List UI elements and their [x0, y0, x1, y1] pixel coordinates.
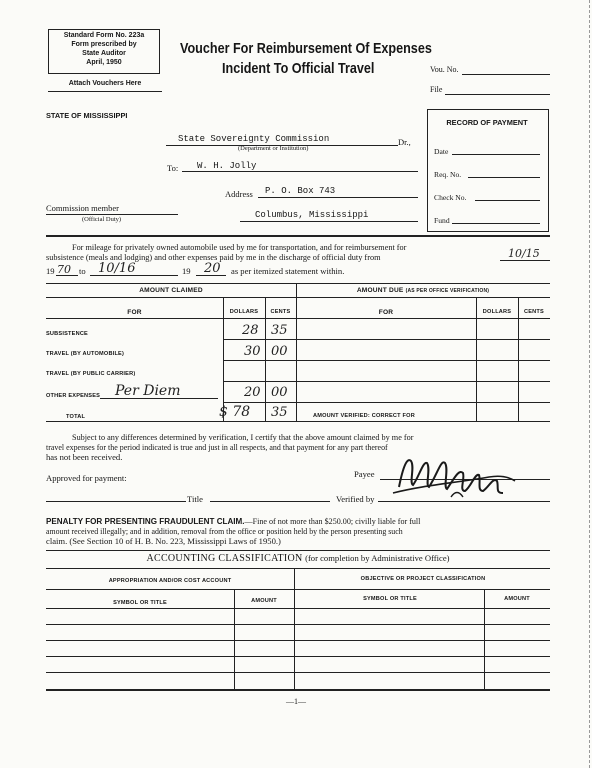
title-label: Title — [187, 494, 203, 504]
city-value: Columbus, Mississippi — [255, 210, 369, 220]
city-field[interactable] — [240, 221, 418, 222]
section-divider — [46, 235, 550, 237]
certification-line3: has not been received. — [46, 452, 123, 462]
other-expenses-dollars: 20 — [244, 385, 261, 400]
file-label: File — [430, 85, 443, 94]
total-label: TOTAL — [66, 414, 86, 420]
payment-date-label: Date — [434, 147, 449, 156]
amount-verified-label: AMOUNT VERIFIED: CORRECT FOR — [313, 413, 415, 419]
payee-signature — [385, 447, 525, 505]
payment-date-field[interactable] — [452, 154, 540, 155]
due-for-header: FOR — [378, 309, 394, 316]
penalty-text: —Fine of not more than $250.00; civilly liable for full — [244, 516, 421, 526]
subsistence-dollars: 28 — [242, 323, 259, 338]
amount-claimed-header: AMOUNT CLAIMED — [139, 287, 203, 294]
address-field[interactable] — [258, 197, 418, 198]
left-amount-header: AMOUNT — [251, 598, 277, 604]
accounting-row[interactable] — [46, 624, 550, 625]
dr-label: Dr., — [398, 137, 411, 147]
mileage-statement-line1: For mileage for privately owned automobile used by me for transportation, and for reimbursement for — [72, 242, 407, 252]
accounting-subtitle: (for completion by Administrative Office) — [305, 553, 450, 563]
other-expenses-label: OTHER EXPENSES — [46, 393, 101, 399]
document-title: Voucher For Reimbursement Of Expenses — [180, 40, 432, 57]
amount-due-note: (AS PER OFFICE VERIFICATION) — [405, 288, 490, 294]
accounting-title-text: ACCOUNTING CLASSIFICATION — [146, 553, 303, 564]
title-field[interactable] — [210, 501, 330, 502]
year-prefix-2: 19 — [182, 266, 191, 276]
form-stamp-line: April, 1950 — [86, 59, 122, 66]
address-label: Address — [225, 189, 253, 199]
certification-line1: Subject to any differences determined by verification, I certify that the above amount claimed by me for — [72, 432, 414, 442]
scan-edge — [589, 0, 590, 768]
travel-automobile-label: TRAVEL (BY AUTOMOBILE) — [46, 351, 125, 357]
to-label: To: — [167, 163, 179, 173]
state-label: STATE OF MISSISSIPPI — [46, 111, 128, 120]
official-duty-caption: (Official Duty) — [82, 216, 122, 223]
document-subtitle: Incident To Official Travel — [222, 60, 375, 77]
travel-public-carrier-label: TRAVEL (BY PUBLIC CARRIER) — [46, 371, 136, 377]
payee-label: Payee — [354, 469, 375, 479]
subsistence-label: SUBSISTENCE — [46, 331, 88, 337]
official-duty-field[interactable] — [46, 214, 178, 215]
department-value: State Sovereignty Commission — [178, 134, 330, 144]
voucher-number-label: Vou. No. — [430, 65, 459, 74]
right-symbol-header: SYMBOL OR TITLE — [363, 596, 417, 602]
voucher-number-field[interactable] — [462, 74, 550, 75]
left-symbol-header: SYMBOL OR TITLE — [113, 600, 167, 606]
claimed-cents-header: CENTS — [270, 309, 291, 315]
penalty-line2: amount received illegally; and in addition, removal from the office or position held by the person presenting such — [46, 526, 403, 536]
other-expenses-cents: 00 — [271, 385, 288, 400]
from-date-field[interactable] — [500, 260, 550, 261]
amount-due-header — [296, 287, 550, 294]
fund-label: Fund — [434, 216, 450, 225]
page-number: —1— — [286, 697, 306, 706]
accounting-row[interactable] — [46, 656, 550, 657]
to-date-value: 10/16 — [98, 261, 136, 276]
total-dollars: $ 78 — [219, 404, 251, 420]
year-2-value: 20 — [204, 261, 221, 276]
objective-header: OBJECTIVE OR PROJECT CLASSIFICATION — [360, 576, 486, 582]
approver-name-field[interactable] — [46, 501, 186, 502]
approved-for-payment-label: Approved for payment: — [46, 473, 127, 483]
appropriation-header: APPROPRIATION AND/OR COST ACCOUNT — [108, 578, 232, 584]
penalty-heading: PENALTY FOR PRESENTING FRAUDULENT CLAIM. — [46, 516, 245, 526]
penalty-line3: claim. (See Section 10 of H. B. No. 223, Mississippi Laws of 1950.) — [46, 536, 281, 546]
mileage-statement-line2: subsistence (meals and lodging) and other expenses paid by me in the discharge of official duty from — [46, 252, 381, 262]
requisition-number-field[interactable] — [468, 177, 540, 178]
year-prefix-1: 19 — [46, 266, 55, 276]
verified-by-label: Verified by — [336, 494, 375, 504]
to-date-field[interactable] — [90, 275, 178, 276]
right-amount-header: AMOUNT — [504, 596, 530, 602]
payee-name-field[interactable] — [182, 171, 418, 172]
requisition-number-label: Req. No. — [434, 170, 462, 179]
address-value: P. O. Box 743 — [265, 186, 336, 196]
attach-vouchers-note: Attach Vouchers Here — [68, 80, 142, 87]
official-duty-value: Commission member — [46, 203, 119, 213]
check-number-field[interactable] — [475, 200, 540, 201]
claimed-dollars-header: DOLLARS — [229, 309, 259, 315]
verified-by-field[interactable] — [378, 501, 550, 502]
accounting-row[interactable] — [46, 672, 550, 673]
from-date-value: 10/15 — [508, 247, 540, 260]
total-cents: 35 — [271, 405, 288, 420]
accounting-row[interactable] — [46, 640, 550, 641]
amount-due-label: AMOUNT DUE — [356, 287, 404, 294]
fund-field[interactable] — [452, 223, 540, 224]
year-1-value: 70 — [57, 263, 71, 276]
travel-automobile-cents: 00 — [271, 344, 288, 359]
due-cents-header: CENTS — [524, 309, 544, 315]
accounting-title — [46, 553, 550, 564]
other-expenses-detail: Per Diem — [115, 383, 181, 399]
file-field[interactable] — [445, 94, 550, 95]
claim-table-top — [46, 283, 550, 284]
subsistence-cents: 35 — [271, 323, 288, 338]
record-of-payment-title: RECORD OF PAYMENT — [446, 118, 528, 127]
claimed-for-header: FOR — [127, 309, 142, 316]
due-dollars-header: DOLLARS — [482, 309, 512, 315]
accounting-table-bottom — [46, 689, 550, 691]
to-date-label: to — [79, 266, 86, 276]
accounting-table-top — [46, 550, 550, 551]
check-number-label: Check No. — [434, 193, 467, 202]
payee-name-value: W. H. Jolly — [197, 161, 257, 171]
form-stamp-line: Standard Form No. 223a — [63, 32, 145, 39]
form-stamp-line: State Auditor — [82, 50, 126, 57]
form-stamp-line: Form prescribed by — [71, 41, 137, 48]
mileage-statement-suffix: as per itemized statement within. — [231, 266, 345, 276]
travel-automobile-dollars: 30 — [244, 344, 261, 359]
penalty-line1 — [46, 516, 420, 526]
department-caption: (Department or Institution) — [238, 145, 309, 152]
certification-line2: travel expenses for the period indicated is true and just in all respects, and that payment for any part thereof — [46, 442, 388, 452]
